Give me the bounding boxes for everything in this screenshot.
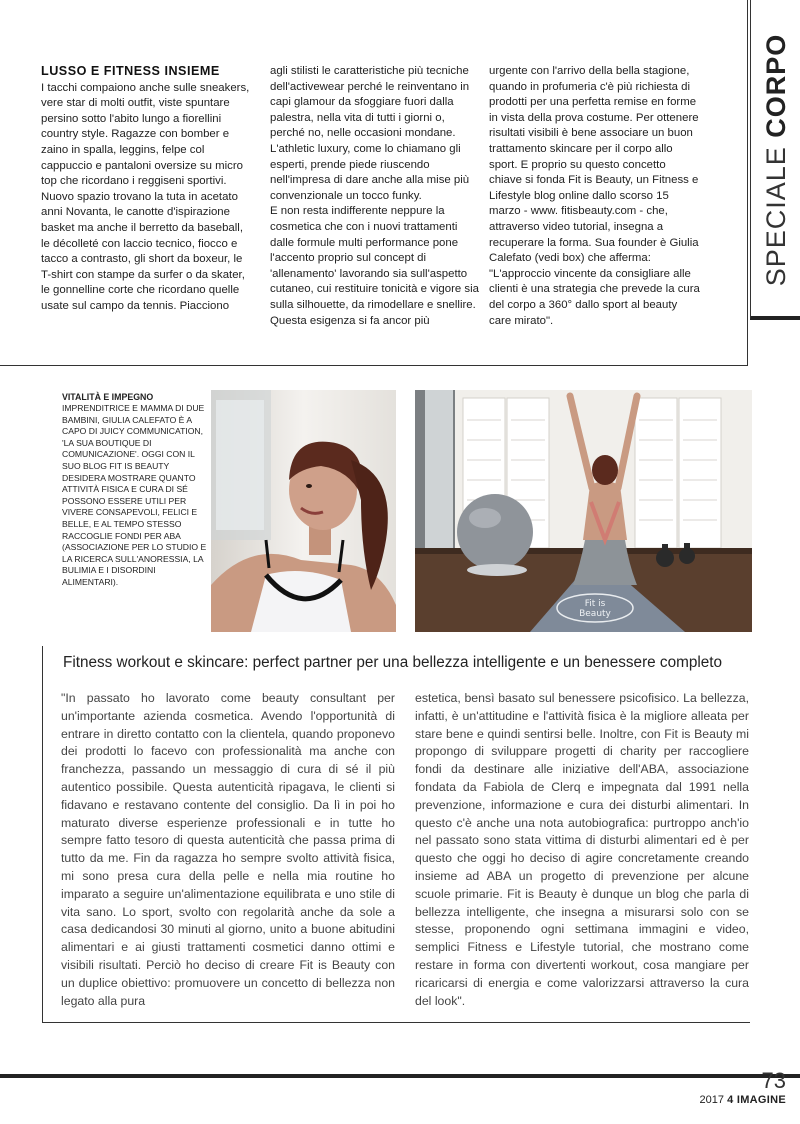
- section-label-light: SPECIALE: [761, 137, 791, 287]
- photo-caption: [54, 366, 224, 636]
- top-article-column-1: [41, 64, 253, 315]
- top-article-box: [0, 0, 748, 366]
- magazine-name: 4 IMAGINE: [727, 1094, 786, 1106]
- workout-photo: [415, 390, 752, 632]
- footer-rule: [0, 1074, 800, 1078]
- mat-text-top: Fit is: [584, 599, 606, 609]
- caption-body: IMPRENDITRICE E MAMMA DI DUE BAMBINI, GIULIA CALEFATO È A CAPO DI JUICY COMMUNICATION, 'LA SUA BOUTIQUE DI COMUNICAZIONE'. OGGI CON IL SUO BLOG FIT IS BEAUTY DESIDERA MOSTRARE QUANTO ATTIVITÀ FISICA E CURA DI SÉ POSSONO ESSERE UTILI PER VIVERE CONSAPEVOLI, FELICI E BELLE, E AL TEMPO STESSO RACCOGLIE FONDI PER ABA (ASSOCIAZIONE PER LO STUDIO E LA RICERCA SULL'ANORESSIA, LA BULIMIA E I DISORDINI ALIMENTARI).: [62, 403, 207, 587]
- interview-column-2: estetica, bensì basato sul benessere psicofisico. La bellezza, infatti, è un'attitudine e l'attività fisica è la migliore alleata per stare bene e quindi sentirsi belle. Inoltre, con Fit is Beauty mi propongo di sviluppare progetti di charity per raccogliere fondi da destinare alle iniziative dell'ABA, associazione fondata da Fabiola de Clerq e impegnata dal 1991 nella prevenzione, informazione e cura dei disturbi alimentari. In questo c'è anche una nota autobiografica: purtroppo anch'io nel passato sono stata vittima di disturbi alimentari ed è per questo che oggi ho deciso di agire concretamente creando insieme ad ABA un progetto di prevenzione per alcune scuole primarie. Fit is Beauty è dunque un blog che parla di bellezza intelligente, che insegna a misurarsi solo con se stesse, proponendo ogni settimana immagini e video, semplici Fitness e Lifestyle tutorial, che mostrano come restare in forma con divertenti workout, cosa mangiare per ricaricarsi di energia e come valorizzarsi attraverso la cura del look".: [415, 691, 749, 1008]
- section-label: [761, 34, 791, 287]
- article-paragraph: agli stilisti le caratteristiche più tecniche dell'activewear perché le reinventano in capi glamour da sfoggiare fuori dalla palestra, nella vita di tutti i giorni o, perché no, nelle occasioni mondane. L'athletic luxury, come lo chiamano gli esperti, prende piede riuscendo nell'impresa di dare anche alla mise più convenzionale un tocco funky. E non resta indifferente neppure la cosmetica che con i nuovi trattamenti dalle formule multi performance pone l'accento proprio sul concept di 'allenamento' lavorando sia sull'aspetto cutaneo, cui restituire tonicità e vigore sia sulla silhouette, da rimodellare e snellire. Questa esigenza si fa ancor più: [270, 65, 479, 327]
- footer-issue: [700, 1094, 786, 1106]
- section-label-box: [750, 0, 800, 320]
- page-number: 73: [761, 1068, 786, 1093]
- workout-illustration: [415, 390, 752, 632]
- section-heading: LUSSO E FITNESS INSIEME: [41, 64, 220, 78]
- interview-box: [42, 646, 750, 1023]
- interview-subtitle: Fitness workout e skincare: perfect partner per una bellezza intelligente e un benessere completo: [63, 654, 722, 671]
- article-paragraph: I tacchi compaiono anche sulle sneakers, vere star di molti outfit, viste spuntare persino sotto l'abito lungo a fiorellini country style. Ragazze con bomber e zaino in spalla, leggins, felpe col cappuccio e pantaloni oversize su micro top che ricordano i reggiseni sportivi. Nuovo spazio trovano la tuta in acetato anni Novanta, le canotte d'ispirazione basket ma anche il berretto da baseball, le décolleté con laccio tecnico, fiocco e tacco a contrasto, gli short da boxeur, le T-shirt con stampe da surfer o da skater, le gonnelline corte che ricordano quelle usate sul campo da tennis. Piacciono: [41, 81, 250, 312]
- footer-year: 2017: [699, 1094, 724, 1106]
- mat-text-bottom: Beauty: [579, 609, 611, 619]
- portrait-illustration: [211, 390, 396, 632]
- caption-title: VITALITÀ E IMPEGNO: [62, 392, 154, 402]
- article-paragraph: urgente con l'arrivo della bella stagione, quando in profumeria c'è più richiesta di prodotti per una perfetta remise en forme in vista della prova costume. Per ottenere risultati visibili è bene associare un buon trattamento skincare per il corpo allo sport. E proprio su questo concetto chiave si fonda Fit is Beauty, un Fitness e Lifestyle blog online dallo scorso 15 marzo - www. fitisbeauty.com - che, attraverso video tutorial, insegna a recuperare la forma. Sua founder è Giulia Calefato (vedi box) che afferma: "L'approccio vincente da consigliare alle clienti è una strategia che prevede la cura del corpo a 360° dallo sport al beauty care mirato".: [489, 65, 700, 327]
- interview-column-1: "In passato ho lavorato come beauty consultant per un'importante azienda cosmetica. Avendo l'opportunità di entrare in diretto contatto con la clientela, quando proponevo dei prodotti lo facevo con professionalità ma anche con franchezza, passando un messaggio di cura di sé il più autentico possibile. Questa autenticità ripagava, le clienti si fidavano e restavano contente del consiglio. Da lì in poi ho maturato diverse esperienze professionali e in tutte ho sempre fatto tesoro di questa autenticità che passa prima di tutto da me. Fin da ragazza ho sempre svolto attività fisica, mi sono presa cura della pelle e nella mia routine ho imparato a seguire un'alimentazione equilibrata e uno stile di vita sano. Lo sport, svolto con regolarità anche da sole a casa dedicandosi 30 minuti al giorno, unito a buone abitudini alimentari e ai giusti trattamenti cosmetici danno ottimi e visibili risultati. Perciò ho deciso di creare Fit is Beauty con un duplice obiettivo: promuovere un concetto di bellezza non legato alla pura: [61, 691, 395, 1008]
- top-article-column-3: [489, 64, 701, 329]
- top-article-column-2: [270, 64, 482, 329]
- section-label-bold: CORPO: [761, 33, 791, 138]
- portrait-photo: [211, 390, 396, 632]
